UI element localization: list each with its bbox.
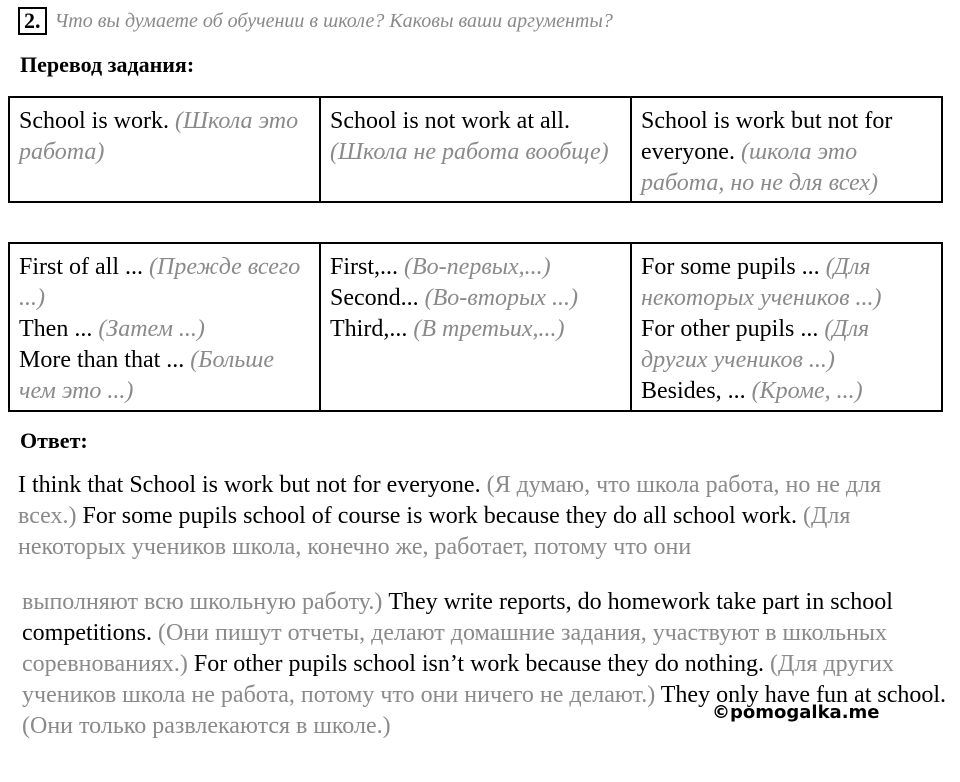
table-row [9, 97, 942, 202]
table-cell: School is not work at all. (Школа не работа вообще) [320, 97, 631, 202]
watermark: ©pomogalka.me [712, 702, 880, 723]
translation-title: Перевод задания: [20, 52, 195, 77]
table-cell: School is work but not for everyone. (школа это работа, но не для всех) [631, 97, 942, 202]
task-header [18, 6, 613, 36]
table-cell: First,... (Во-первых,...) Second... (Во-вторых ...) Third,... (В третьих,...) [320, 243, 631, 411]
task-question: Что вы думаете об обучении в школе? Каковы ваши аргументы? [54, 9, 613, 32]
table-cell: For some pupils ... (Для некоторых учеников ...) For other pupils ... (Для других учеников ...) Besides, ... (Кроме, ...) [631, 243, 942, 411]
answer-paragraph-1: I think that School is work but not for everyone. (Я думаю, что школа работа, но не для всех.) For some pupils school of course is work because they do all school work. (Для некоторых учеников школа, конечно же, работает, потому что они [18, 472, 882, 560]
opinions-table [8, 96, 943, 203]
task-number: 2. [18, 7, 47, 35]
table-row [9, 243, 942, 411]
table-cell: First of all ... (Прежде всего ...) Then ... (Затем ...) More than that ... (Больше чем это ...) [9, 243, 320, 411]
connectors-table [8, 242, 943, 412]
answer-title: Ответ: [20, 428, 88, 453]
table-cell: School is work. (Школа это работа) [9, 97, 320, 202]
answer-paragraph-2: выполняют всю школьную работу.) They write reports, do homework take part in school competitions. (Они пишут отчеты, делают домашние задания, участвуют в школьных соревнованиях.) For other pupils school isn’t work because they do nothing. (Для других учеников школа не работа, потому что они ничего не делают.) They only have fun at school. (Они только развлекаются в школе.) [22, 589, 947, 739]
